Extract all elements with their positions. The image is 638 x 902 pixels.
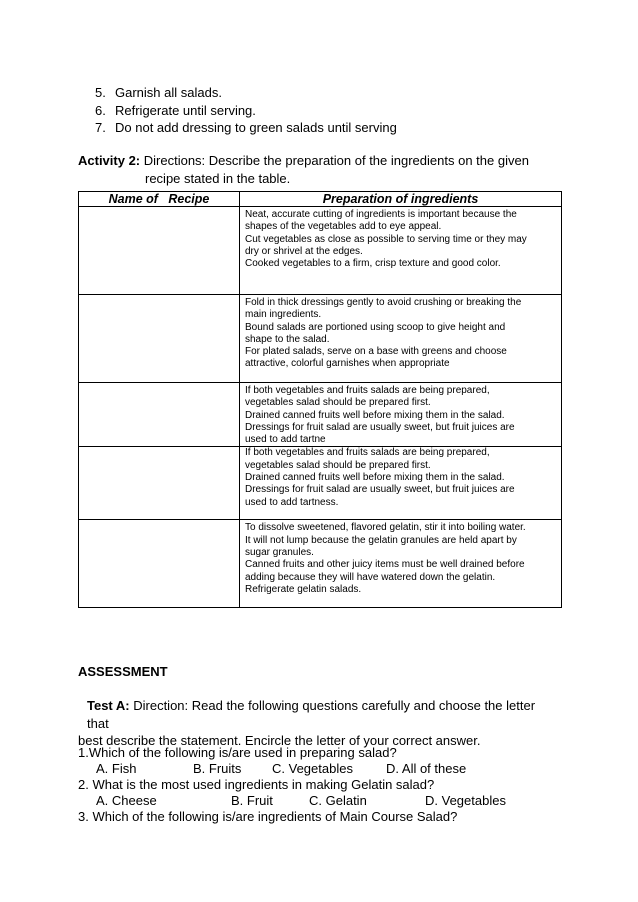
choice-a[interactable]: A. Fish: [96, 761, 137, 776]
table-row: [79, 447, 562, 520]
preparation-line: sugar granules.: [245, 547, 314, 559]
preparation-line: Cooked vegetables to a firm, crisp texture and good color.: [245, 258, 501, 270]
preparation-line: Drained canned fruits well before mixing them in the salad.: [245, 472, 505, 484]
activity-directions: [78, 152, 558, 187]
table-row: [79, 383, 562, 447]
recipe-name-cell[interactable]: [79, 520, 240, 608]
question-1-choices: [96, 761, 566, 777]
preparation-line: Canned fruits and other juicy items must be well drained before: [245, 559, 525, 571]
assessment-heading: ASSESSMENT: [78, 664, 168, 679]
preparation-line: used to add tartne: [245, 434, 326, 446]
preparation-cell: [240, 520, 562, 608]
choice-b[interactable]: B. Fruit: [231, 793, 273, 808]
list-item: [95, 119, 397, 137]
activity-text: Directions: Describe the preparation of the ingredients on the given: [140, 153, 529, 168]
question-1: 1.Which of the following is/are used in preparing salad?: [78, 745, 397, 760]
preparation-line: Dressings for fruit salad are usually sweet, but fruit juices are: [245, 484, 515, 496]
preparation-line: dry or shrivel at the edges.: [245, 245, 363, 257]
test-a-directions: [78, 697, 560, 750]
preparation-line: adding because they will have watered down the gelatin.: [245, 571, 496, 583]
list-number: 5.: [95, 85, 106, 100]
choice-d[interactable]: D. All of these: [386, 761, 467, 776]
recipe-name-cell[interactable]: [79, 207, 240, 295]
column-header-recipe: [79, 192, 240, 207]
preparation-line: Drained canned fruits well before mixing them in the salad.: [245, 409, 505, 421]
preparation-line: Cut vegetables as close as possible to serving time or they may: [245, 233, 527, 245]
list-text: Garnish all salads.: [115, 85, 222, 100]
table-row: [79, 520, 562, 608]
list-text: Do not add dressing to green salads until serving: [115, 120, 397, 135]
preparation-cell: [240, 447, 562, 520]
choice-b[interactable]: B. Fruits: [193, 761, 242, 776]
list-item: [95, 102, 397, 120]
preparation-line: Fold in thick dressings gently to avoid crushing or breaking the: [245, 297, 522, 308]
list-number: 6.: [95, 102, 106, 118]
preparation-cell: [240, 207, 562, 295]
table-header-row: [79, 192, 562, 207]
preparation-line: vegetables salad should be prepared first.: [245, 459, 431, 471]
table-row: [79, 207, 562, 295]
preparation-cell: [240, 295, 562, 383]
preparation-line: attractive, colorful garnishes when appropriate: [245, 358, 450, 370]
choice-c[interactable]: C. Gelatin: [309, 793, 367, 808]
preparation-line: For plated salads, serve on a base with greens and choose: [245, 346, 507, 358]
preparation-line: Neat, accurate cutting of ingredients is important because the: [245, 209, 517, 220]
recipe-name-cell[interactable]: [79, 295, 240, 383]
preparation-line: Dressings for fruit salad are usually sweet, but fruit juices are: [245, 421, 515, 433]
column-header-preparation: Preparation of ingredients: [240, 192, 562, 207]
recipe-name-cell[interactable]: [79, 447, 240, 520]
question-3: 3. Which of the following is/are ingredients of Main Course Salad?: [78, 809, 458, 824]
preparation-line: main ingredients.: [245, 309, 322, 321]
numbered-list: [95, 84, 397, 137]
choice-a[interactable]: A. Cheese: [96, 793, 157, 808]
recipe-name-cell[interactable]: [79, 383, 240, 447]
test-a-text: Direction: Read the following questions carefully and choose the letter that: [87, 698, 536, 731]
preparation-line: used to add tartness.: [245, 496, 339, 508]
activity-text-line2: recipe stated in the table.: [145, 170, 291, 186]
preparation-line: vegetables salad should be prepared first.: [245, 397, 431, 409]
preparation-line: Bound salads are portioned using scoop to give height and: [245, 321, 506, 333]
choice-d[interactable]: D. Vegetables: [425, 793, 506, 808]
column-header-recipe-text: Name of Recipe: [108, 192, 210, 206]
preparation-line: To dissolve sweetened, flavored gelatin, stir it into boiling water.: [245, 522, 526, 534]
preparation-line: shapes of the vegetables add to eye appeal.: [245, 221, 442, 233]
test-a-text-line2: best describe the statement. Encircle the letter of your correct answer.: [78, 733, 481, 748]
test-a-label: Test A:: [87, 698, 130, 713]
preparation-line: If both vegetables and fruits salads are being prepared,: [245, 447, 490, 459]
list-item: [95, 84, 397, 102]
recipe-table: [78, 191, 562, 608]
question-2-choices: [96, 793, 566, 809]
choice-c[interactable]: C. Vegetables: [272, 761, 353, 776]
list-text: Refrigerate until serving.: [115, 102, 256, 118]
list-number: 7.: [95, 120, 106, 135]
table-row: [79, 295, 562, 383]
preparation-line: Refrigerate gelatin salads.: [245, 583, 362, 595]
preparation-cell: [240, 383, 562, 447]
activity-label: Activity 2:: [78, 153, 141, 168]
preparation-line: If both vegetables and fruits salads are being prepared,: [245, 385, 490, 396]
preparation-line: It will not lump because the gelatin granules are held apart by: [245, 534, 517, 546]
preparation-line: shape to the salad.: [245, 333, 330, 345]
question-2: 2. What is the most used ingredients in making Gelatin salad?: [78, 777, 435, 792]
